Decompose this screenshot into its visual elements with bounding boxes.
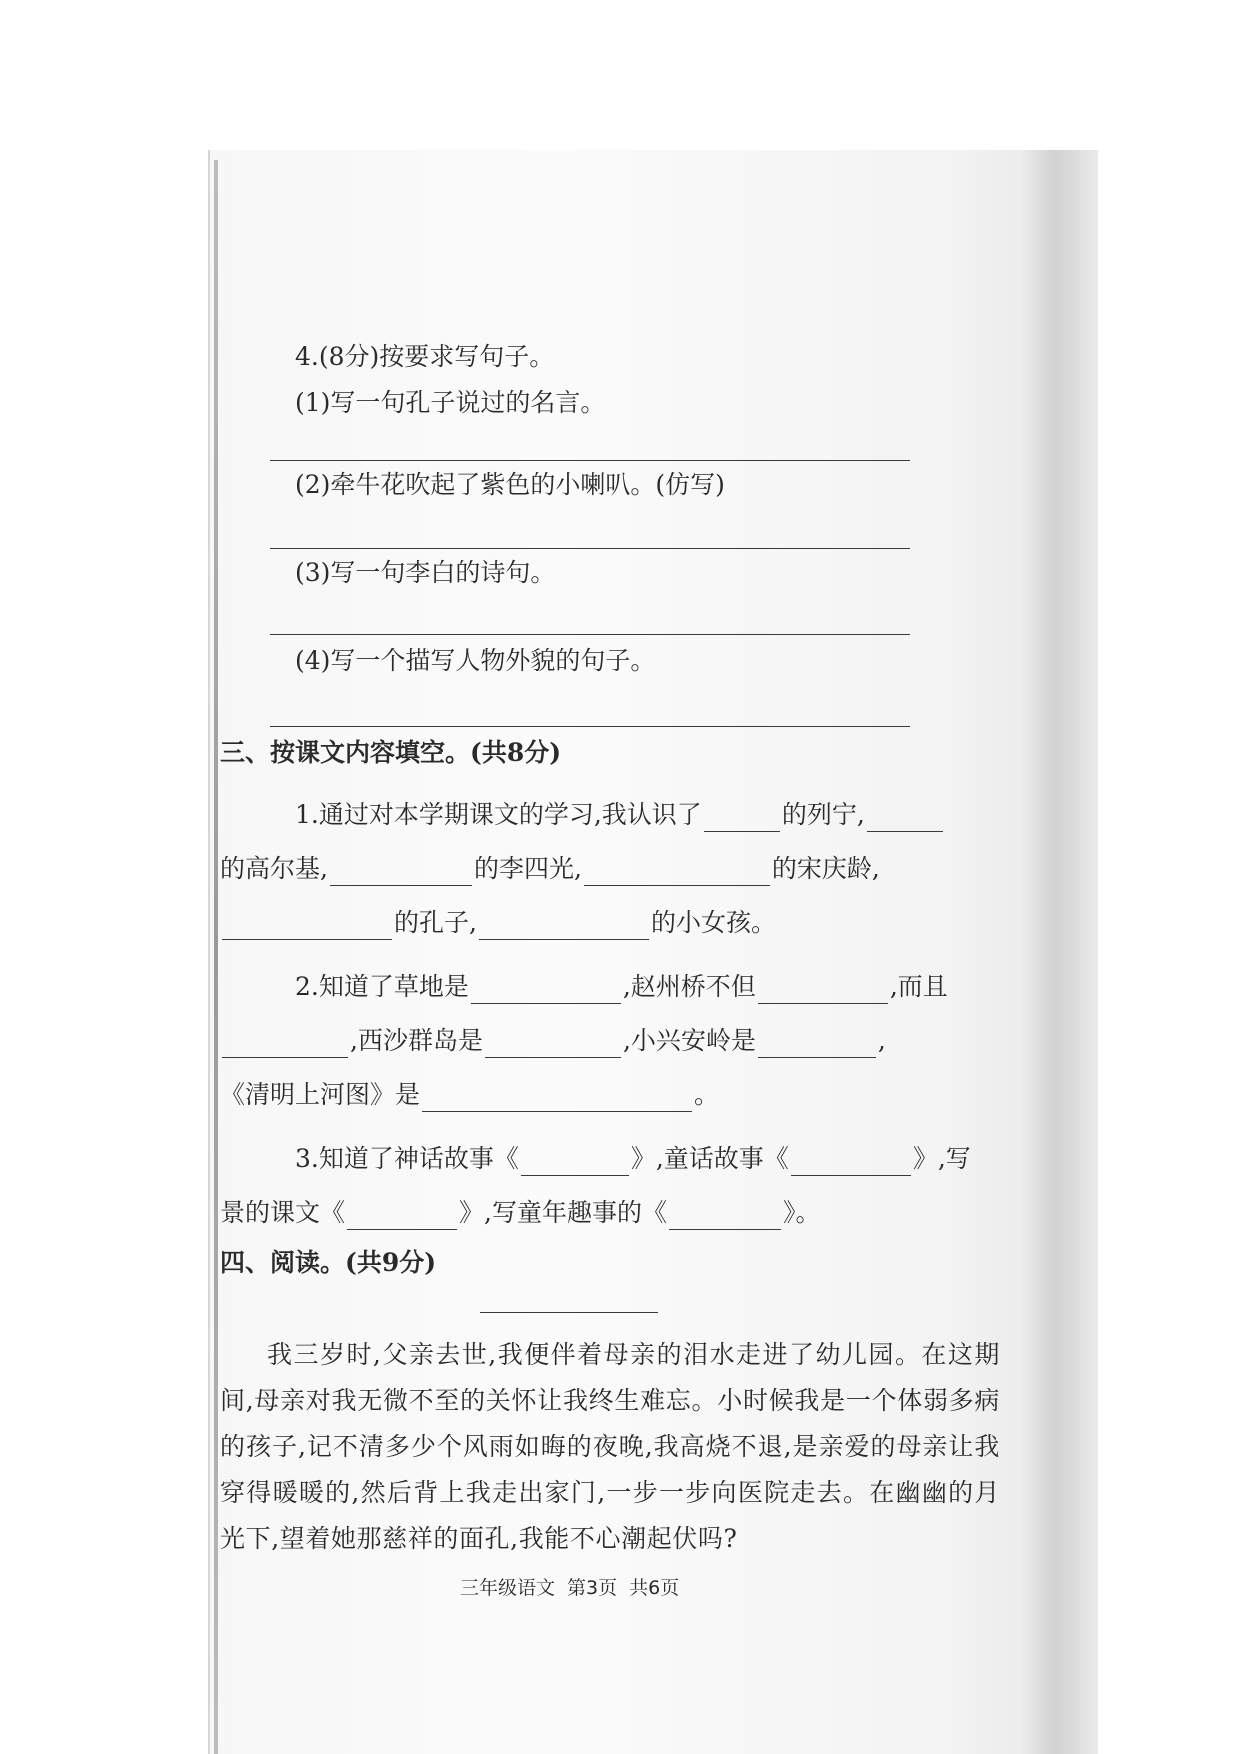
paper-edge-shadow: [214, 160, 218, 1754]
p3-text-a: 3.知道了神话故事《: [295, 1144, 519, 1173]
section3-p3-line2: [220, 1196, 820, 1230]
blank-song-qingling[interactable]: [584, 859, 770, 886]
blank-li-siguang[interactable]: [330, 859, 472, 886]
blank-zhaozhou-1[interactable]: [758, 977, 888, 1004]
blank-grassland[interactable]: [471, 977, 621, 1004]
section3-heading: 三、按课文内容填空。(共8分): [220, 738, 562, 767]
p2-text-f: ,: [877, 1026, 886, 1055]
p1-text-e: 的宋庆龄,: [771, 854, 880, 883]
p3-text-c: 》,写: [912, 1144, 971, 1173]
passage-title-blank[interactable]: [480, 1312, 658, 1313]
q4-item-4: (4)写一个描写人物外貌的句子。: [295, 646, 656, 675]
page-footer: 三年级语文 第3页 共6页: [460, 1577, 680, 1599]
section3-p1-line1: [295, 798, 945, 832]
blank-xisha[interactable]: [485, 1031, 621, 1058]
blank-little-girl[interactable]: [479, 913, 649, 940]
p2-text-e: ,小兴安岭是: [622, 1026, 756, 1055]
p2-text-b: ,赵州桥不但: [622, 972, 756, 1001]
blank-zhaozhou-2[interactable]: [222, 1031, 348, 1058]
reading-passage: 我三岁时,父亲去世,我便伴着母亲的泪水走进了幼儿园。在这期间,母亲对我无微不至的关怀让我终生难忘。小时候我是一个体弱多病的孩子,记不清多少个风雨如晦的夜晚,我高烧不退,是亲爱的母亲让我穿得暖暖的,然后背上我走出家门,一步一步向医院走去。在幽幽的月光下,望着她那慈祥的面孔,我能不心潮起伏吗?: [220, 1340, 1000, 1553]
q4-answer-line-1[interactable]: [270, 460, 910, 461]
q4-item-2: (2)牵牛花吹起了紫色的小喇叭。(仿写): [295, 470, 725, 499]
p3-text-d: 景的课文《: [220, 1198, 346, 1227]
p1-text-a: 1.通过对本学期课文的学习,我认识了: [295, 800, 702, 829]
section3-p2-line2: [220, 1024, 886, 1058]
blank-fairytale[interactable]: [791, 1149, 911, 1176]
section3-p3-line1: [295, 1142, 971, 1176]
blank-myth[interactable]: [521, 1149, 629, 1176]
paper-fold-shadow: [1018, 150, 1098, 1754]
p3-text-f: 》。: [782, 1198, 821, 1227]
p3-text-e: 》,写童年趣事的《: [459, 1198, 667, 1227]
p1-text-c: 的高尔基,: [220, 854, 328, 883]
blank-qingming[interactable]: [422, 1085, 692, 1112]
p3-text-b: 》,童话故事《: [630, 1144, 789, 1173]
q4-item-3: (3)写一句李白的诗句。: [295, 558, 556, 587]
blank-confucius[interactable]: [222, 913, 392, 940]
blank-childhood-text[interactable]: [669, 1203, 781, 1230]
p1-text-g: 的小女孩。: [650, 908, 776, 937]
section4-heading: 四、阅读。(共9分): [220, 1248, 437, 1277]
p1-text-d: 的李四光,: [473, 854, 582, 883]
section3-p2-line3: [220, 1078, 719, 1112]
blank-scenery-text[interactable]: [347, 1203, 457, 1230]
q4-answer-line-3[interactable]: [270, 634, 910, 635]
p2-text-a: 2.知道了草地是: [295, 972, 469, 1001]
p2-text-c: ,而且: [889, 972, 948, 1001]
blank-lenin[interactable]: [704, 805, 780, 832]
p1-text-f: 的孔子,: [394, 908, 477, 937]
section3-p2-line1: [295, 970, 948, 1004]
p1-text-b: 的列宁,: [781, 800, 865, 829]
q4-answer-line-4[interactable]: [270, 726, 910, 727]
p2-text-h: 。: [694, 1080, 720, 1109]
section3-p1-line2: [220, 852, 880, 886]
q4-title: 4.(8分)按要求写句子。: [295, 342, 555, 371]
p2-text-d: ,西沙群岛是: [350, 1026, 483, 1055]
section3-p1-line3: [220, 906, 776, 940]
q4-item-1: (1)写一句孔子说过的名言。: [295, 388, 606, 417]
p2-text-g: 《清明上河图》是: [220, 1080, 421, 1109]
blank-gorky[interactable]: [867, 805, 943, 832]
blank-xiaoxinganling[interactable]: [758, 1031, 876, 1058]
q4-answer-line-2[interactable]: [270, 548, 910, 549]
